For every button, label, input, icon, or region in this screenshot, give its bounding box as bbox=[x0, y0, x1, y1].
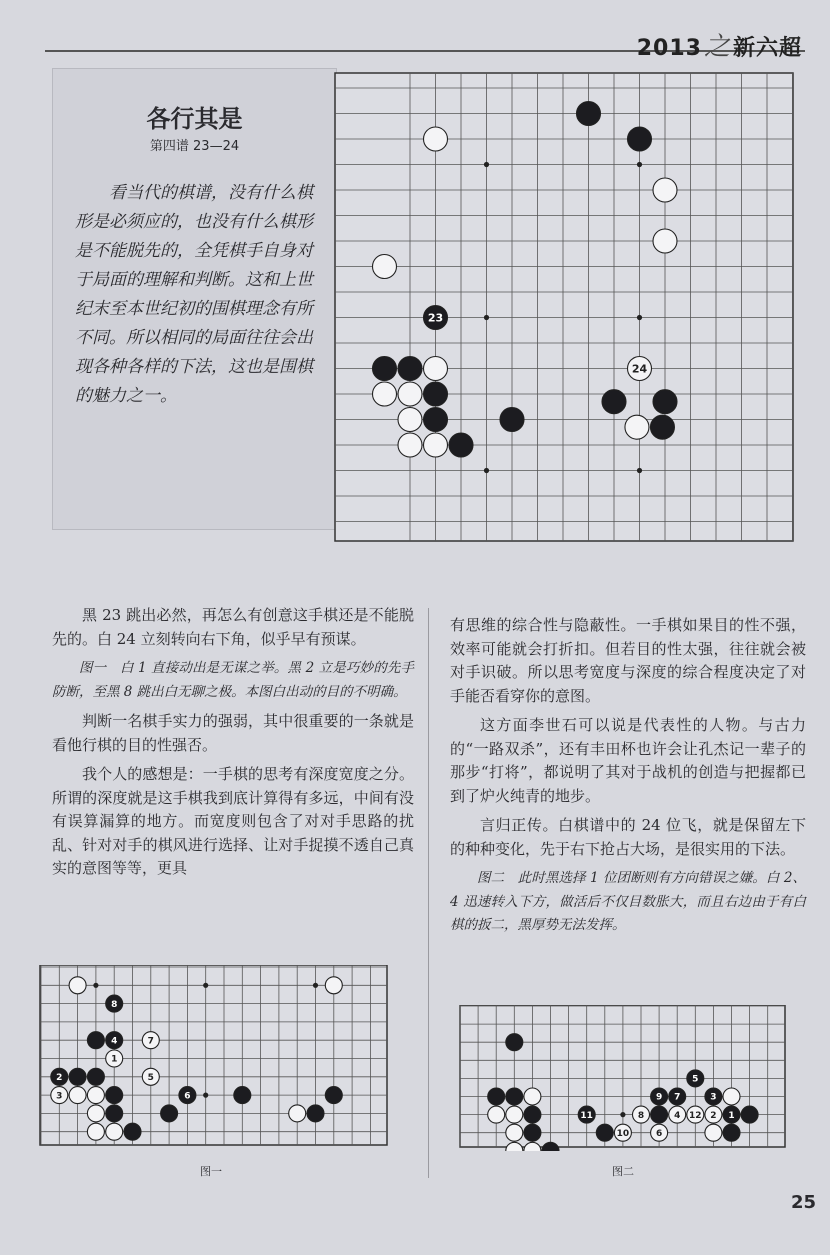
black-stone bbox=[723, 1124, 740, 1141]
diagram-subtitle: 第四谱 23—24 bbox=[149, 139, 240, 154]
black-stone bbox=[650, 415, 674, 439]
white-stone bbox=[69, 1087, 86, 1104]
intro-box bbox=[52, 68, 337, 530]
header-year: 2013 bbox=[636, 36, 702, 61]
paragraph: 我个人的感想是：一手棋的思考有深度宽度之分。所谓的深度就是这手棋我到底计算得有多远，中间有没有误算漏算的地方。而宽度则包含了对对手思路的扰乱、针对对手的棋风进行选择、让对手捉摸不透自己真实的意图等等，更具 bbox=[52, 765, 414, 877]
move-number: 5 bbox=[147, 1073, 154, 1084]
move-number: 3 bbox=[710, 1092, 717, 1103]
move-number: 2 bbox=[56, 1073, 63, 1084]
white-stone bbox=[506, 1124, 523, 1141]
white-stone bbox=[87, 1087, 104, 1104]
paragraph: 有思维的综合性与隐蔽性。一手棋如果目的性不强，效率可能就会打折扣。但若目的性太强，往往就会被对手识破。所以思考宽度与深度的综合程度决定了对手能否看穿你的意图。 bbox=[450, 616, 806, 705]
black-stone bbox=[628, 127, 652, 151]
white-stone bbox=[424, 357, 448, 381]
black-stone bbox=[653, 390, 677, 414]
figure-2-note: 图二 此时黑选择 1 位团断则有方向错误之嫌。白 2、4 迅速转入下方，做活后不仅目数胀大，而且右边由于有白棋的扳二，黑厚势无法发挥。 bbox=[450, 870, 806, 933]
figure-2-caption: 图二 bbox=[612, 1165, 634, 1178]
move-number: 7 bbox=[147, 1036, 154, 1047]
white-stone bbox=[289, 1105, 306, 1122]
black-stone bbox=[161, 1105, 178, 1122]
white-stone bbox=[723, 1088, 740, 1105]
figure-1-go-board bbox=[38, 965, 390, 1150]
black-stone bbox=[651, 1106, 668, 1123]
move-number: 12 bbox=[689, 1110, 702, 1121]
black-stone bbox=[325, 1087, 342, 1104]
white-stone bbox=[653, 229, 677, 253]
white-stone bbox=[87, 1105, 104, 1122]
white-stone bbox=[87, 1123, 104, 1140]
figure-1-note: 图一 白 1 直接动出是无谋之举。黑 2 立是巧妙的先手防断，至黑 8 跳出白无聊之极。本图白出动的目的不明确。 bbox=[52, 660, 414, 700]
star-point bbox=[637, 162, 642, 167]
paragraph: 这方面李世石可以说是代表性的人物。与古力的“一路双杀”，还有丰田杯也许会让孔杰记一辈子的那步“打将”，都说明了其对于战机的创造与把握都已到了炉火纯青的地步。 bbox=[450, 716, 806, 805]
star-point bbox=[484, 468, 489, 473]
white-stone bbox=[424, 127, 448, 151]
black-stone bbox=[506, 1088, 523, 1105]
black-stone bbox=[506, 1034, 523, 1051]
black-stone bbox=[424, 382, 448, 406]
white-stone bbox=[398, 433, 422, 457]
star-point bbox=[637, 468, 642, 473]
star-point bbox=[620, 1112, 625, 1117]
move-number: 24 bbox=[631, 362, 648, 376]
figure-2-go-board bbox=[458, 1005, 788, 1151]
black-stone bbox=[106, 1087, 123, 1104]
white-stone bbox=[506, 1106, 523, 1123]
move-number: 11 bbox=[580, 1110, 593, 1121]
white-stone bbox=[325, 977, 342, 994]
black-stone bbox=[87, 1032, 104, 1049]
black-stone bbox=[124, 1123, 141, 1140]
move-number: 23 bbox=[427, 311, 444, 325]
move-number: 2 bbox=[710, 1110, 717, 1121]
black-stone bbox=[87, 1068, 104, 1085]
column-divider bbox=[428, 608, 429, 1178]
paragraph: 黑 23 跳出必然，再怎么有创意这手棋还是不能脱先的。白 24 立刻转向右下角，似乎早有预谋。 bbox=[52, 606, 414, 648]
white-stone bbox=[106, 1123, 123, 1140]
move-number: 1 bbox=[111, 1054, 118, 1065]
figure-1-caption: 图一 bbox=[200, 1165, 222, 1178]
black-stone bbox=[524, 1106, 541, 1123]
move-number: 6 bbox=[655, 1128, 663, 1139]
article-title: 各行其是 bbox=[146, 105, 243, 133]
header-series: 新六超 bbox=[732, 36, 802, 61]
intro-paragraph: 看当代的棋谱，没有什么棋形是必须应的，也没有什么棋形是不能脱先的，全凭棋手自身对于局面的理解和判断。这和上世纪末至本世纪初的围棋理念有所不同。所以相同的局面往往会出现各种各样的下法，这也是围棋的魅力之一。 bbox=[75, 183, 313, 406]
black-stone bbox=[69, 1068, 86, 1085]
black-stone bbox=[106, 1105, 123, 1122]
black-stone bbox=[488, 1088, 505, 1105]
black-stone bbox=[449, 433, 473, 457]
move-number: 7 bbox=[674, 1092, 681, 1103]
white-stone bbox=[524, 1088, 541, 1105]
white-stone bbox=[424, 433, 448, 457]
white-stone bbox=[373, 255, 397, 279]
paragraph: 判断一名棋手实力的强弱，其中很重要的一条就是看他行棋的目的性强否。 bbox=[52, 712, 414, 754]
move-number: 8 bbox=[111, 999, 118, 1010]
black-stone bbox=[596, 1124, 613, 1141]
running-header bbox=[637, 26, 802, 63]
body-right-column bbox=[450, 614, 806, 944]
star-point bbox=[93, 983, 98, 988]
star-point bbox=[637, 315, 642, 320]
move-number: 8 bbox=[637, 1110, 645, 1121]
move-number: 5 bbox=[692, 1074, 699, 1085]
white-stone bbox=[398, 382, 422, 406]
white-stone bbox=[69, 977, 86, 994]
white-stone bbox=[705, 1124, 722, 1141]
move-number: 4 bbox=[111, 1036, 118, 1047]
white-stone bbox=[488, 1106, 505, 1123]
white-stone bbox=[625, 415, 649, 439]
black-stone bbox=[307, 1105, 324, 1122]
white-stone bbox=[398, 408, 422, 432]
move-number: 1 bbox=[728, 1110, 735, 1121]
white-stone bbox=[373, 382, 397, 406]
page-number: 25 bbox=[790, 1192, 816, 1213]
move-number: 10 bbox=[616, 1128, 630, 1139]
black-stone bbox=[373, 357, 397, 381]
star-point bbox=[484, 315, 489, 320]
black-stone bbox=[741, 1106, 758, 1123]
move-number: 9 bbox=[655, 1092, 663, 1103]
main-go-board bbox=[332, 70, 796, 544]
star-point bbox=[203, 1093, 208, 1098]
black-stone bbox=[524, 1124, 541, 1141]
star-point bbox=[313, 983, 318, 988]
header-zhi: 之 bbox=[703, 32, 731, 62]
black-stone bbox=[602, 390, 626, 414]
star-point bbox=[484, 162, 489, 167]
star-point bbox=[203, 983, 208, 988]
paragraph: 言归正传。白棋谱中的 24 位飞，就是保留左下的种种变化，先于右下抢占大场，是很实用的下法。 bbox=[450, 816, 806, 858]
black-stone bbox=[577, 102, 601, 126]
move-number: 4 bbox=[674, 1110, 681, 1121]
black-stone bbox=[424, 408, 448, 432]
black-stone bbox=[398, 357, 422, 381]
move-number: 3 bbox=[56, 1091, 63, 1102]
black-stone bbox=[500, 408, 524, 432]
white-stone bbox=[653, 178, 677, 202]
black-stone bbox=[234, 1087, 251, 1104]
body-left-column bbox=[52, 604, 414, 887]
move-number: 6 bbox=[184, 1091, 191, 1102]
